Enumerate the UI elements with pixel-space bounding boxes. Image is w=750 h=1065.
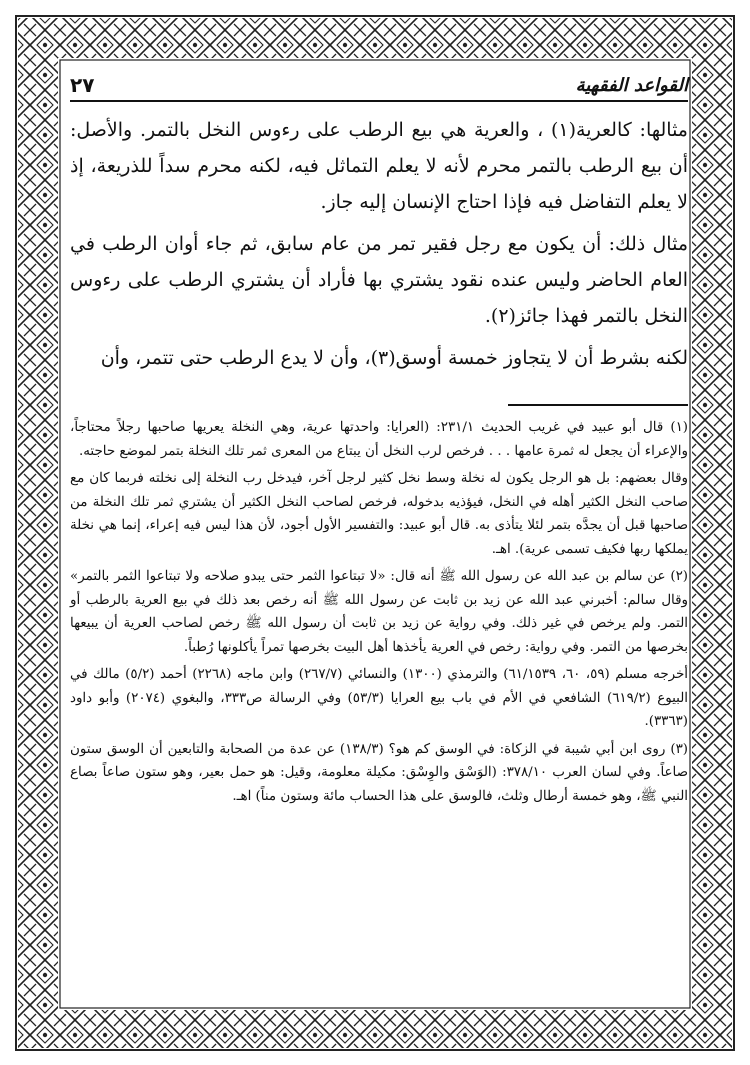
- footnote-1-continued: وقال بعضهم: بل هو الرجل يكون له نخلة وسط نخل كثير لرجل آخر، فيدخل رب النخلة إلى نخلته فربما كان مع صاحب النخل الكثير أهله في النخل، فيؤذيه بدخوله، فرخص لصاحب النخل الكثير أن يشتري ثمر تلك النخلة من صاحبها قبل أن يجدَّه بتمر لئلا يتأذى به. قال أبو عبيد: والتفسير الأول أجود، لأن هذا ليس فيه إعراء، إنما هي نخلة يملكها ربها فكيف تسمى عرية). اهـ.: [70, 471, 688, 557]
- page-number: ٢٧: [70, 73, 95, 97]
- paragraph-1: مثالها: كالعرية(١) ، والعرية هي بيع الرطب على رءوس النخل بالتمر. والأصل: أن بيع الرطب بالتمر محرم لأنه لا يعلم التماثل فيه، لكنه محرم سداً للذريعة، إذ لا يعلم التفاضل فيه فإذا احتاج الإنسان إليه جاز.: [70, 119, 688, 213]
- footnotes: [70, 416, 688, 808]
- page-content: [70, 70, 688, 1020]
- book-title: القواعد الفقهية: [575, 74, 688, 96]
- footnote-1: (١) قال أبو عبيد في غريب الحديث ٢٣١/١: (العرايا: واحدتها عرية، وهي النخلة يعريها صاحبها رجلاً محتاجاً، والإعراء أن يجعل له ثمرة عامها . . . فرخص لرب النخل أن يبتاع من المعرى ثمر تلك النخلة بتمر لموضع حاجته.: [70, 420, 688, 459]
- footnote-separator: [508, 404, 688, 406]
- paragraph-3: لكنه بشرط أن لا يتجاوز خمسة أوسق(٣)، وأن لا يدع الرطب حتى تتمر، وأن: [100, 347, 688, 369]
- footnote-3: (٣) روى ابن أبي شيبة في الزكاة: في الوسق كم هو؟ (١٣٨/٣) عن عدة من الصحابة والتابعين أن الوسق ستون صاعاً. وفي لسان العرب ٣٧٨/١٠: (الوَسْق والوِسْق: مكيلة معلومة، وقيل: هو حمل بعير، وهو ستون صاعاً بصاع النبي ﷺ، وهو خمسة أرطال وثلث، فالوسق على هذا الحساب مائة وستون مناً) اهـ.: [70, 741, 688, 804]
- footnote-2-sources: أخرجه مسلم (٥٩، ٦٠، ٦١/١٥٣٩) والترمذي (١٣٠٠) والنسائي (٢٦٧/٧) وابن ماجه (٢٢٦٨) أحمد (٥/٢) مالك في البيوع (٦١٩/٢) الشافعي في الأم في باب بيع العرايا (٥٣/٣) وفي الرسالة ص٣٣٣، والبغوي (٢٠٧٤) وأبو داود (٣٣٦٣).: [70, 667, 689, 729]
- footnote-2: (٢) عن سالم بن عبد الله عن رسول الله ﷺ أنه قال: «لا تبتاعوا الثمر حتى يبدو صلاحه ولا تبتاعوا الثمر بالتمر» وقال سالم: أخبرني عبد الله عن زيد بن ثابت عن رسول الله ﷺ أنه رخص بعد ذلك في بيع العرية بالرطب أو التمر. ولم يرخص في غير ذلك. وفي رواية عن زيد بن ثابت أن رسول الله ﷺ رخص لصاحب العرية أن يبيعها بخرصها من التمر. وفي رواية: رخص في العرية يأخذها أهل البيت بخرصها تمراً يأكلونها رُطباً.: [70, 569, 688, 655]
- main-text: [70, 112, 688, 376]
- paragraph-2: مثال ذلك: أن يكون مع رجل فقير تمر من عام سابق، ثم جاء أوان الرطب في العام الحاضر وليس عنده نقود يشتري بها فأراد أن يشتري الرطب على رءوس النخل بالتمر فهذا جائز(٢).: [70, 233, 688, 327]
- running-header: [70, 70, 688, 102]
